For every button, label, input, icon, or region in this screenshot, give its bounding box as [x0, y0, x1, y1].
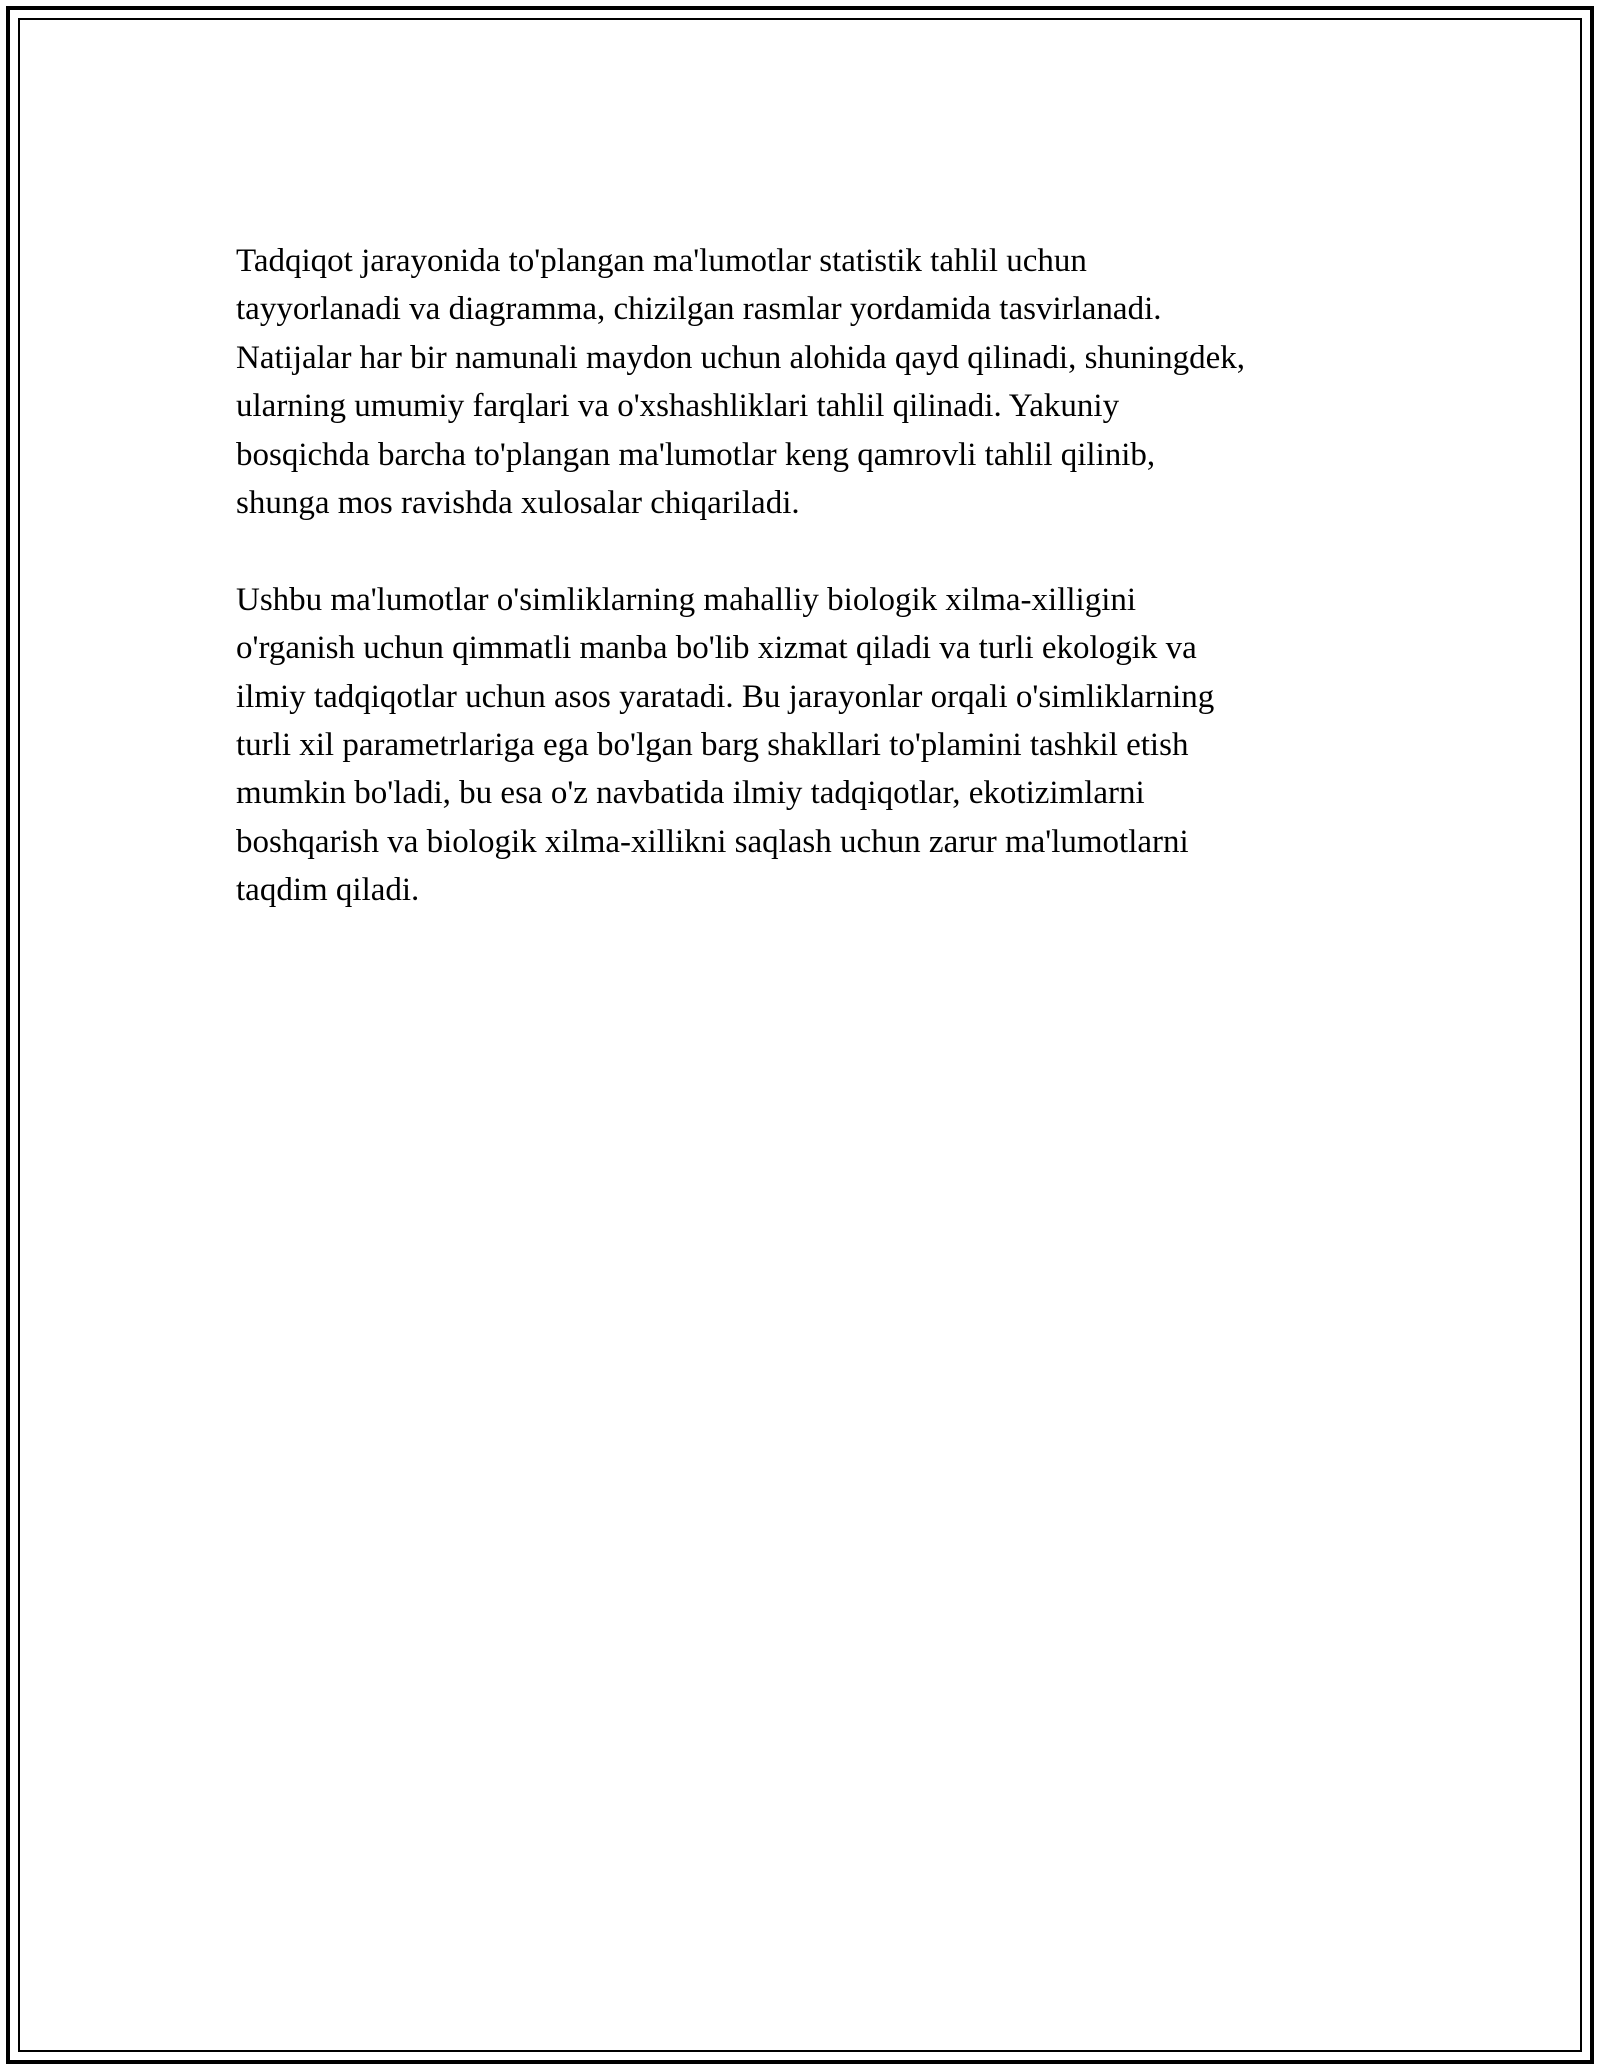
document-body	[236, 237, 1376, 915]
paragraph-2: Ushbu ma'lumotlar o'simliklarning mahalliy biologik xilma-xilligini o'rganish uchun qimmatli manba bo'lib xizmat qiladi va turli ekologik va ilmiy tadqiqotlar uchun asos yaratadi. Bu jarayonlar orqali o'simliklarning turli xil parametrlariga ega bo'lgan barg shakllari to'plamini tashkil etish mumkin bo'ladi, bu esa o'z navbatida ilmiy tadqiqotlar, ekotizimlarni boshqarish va biologik xilma-xillikni saqlash uchun zarur ma'lumotlarni taqdim qiladi.	[236, 581, 1215, 909]
paragraph-1: Tadqiqot jarayonida to'plangan ma'lumotlar statistik tahlil uchun tayyorlanadi va diagramma, chizilgan rasmlar yordamida tasvirlanadi. Natijalar har bir namunali maydon uchun alohida qayd qilinadi, shuningdek, ularning umumiy farqlari va o'xshashliklari tahlil qilinadi. Yakuniy bosqichda barcha to'plangan ma'lumotlar keng qamrovli tahlil qilinib, shunga mos ravishda xulosalar chiqariladi.	[236, 243, 1245, 522]
